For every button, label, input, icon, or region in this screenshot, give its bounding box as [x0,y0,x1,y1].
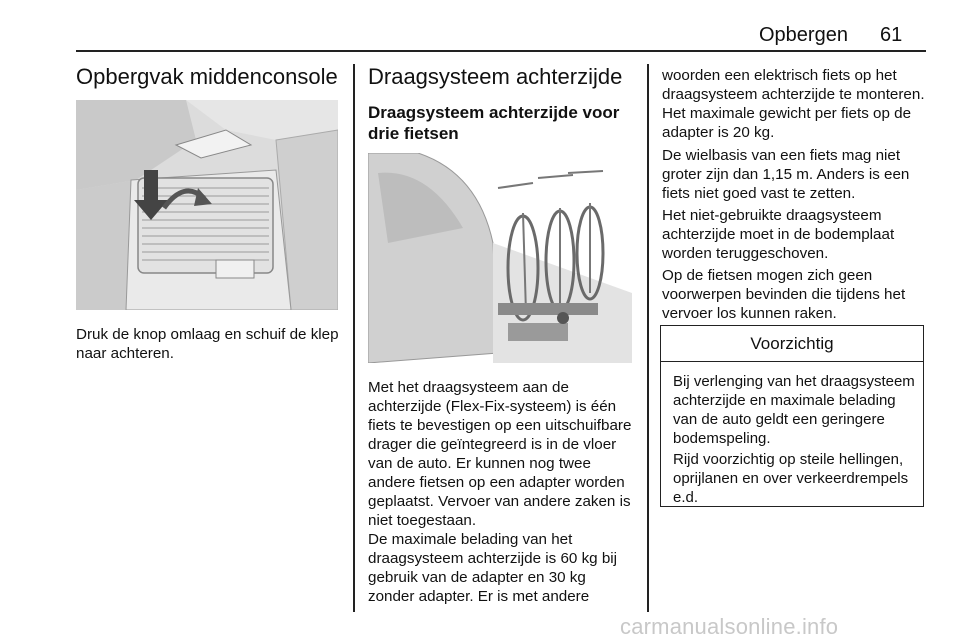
column-divider-right [647,64,649,612]
console-storage-figure [76,100,338,310]
section-heading-console: Opbergvak middenconsole [76,64,338,89]
right-paragraph-1: woorden een elektrisch fiets op het draagsysteem achterzijde te monteren. Het maximale gewicht per fiets op de adapter is 20 kg. [662,67,925,141]
header-divider [76,50,926,52]
bike-carrier-figure [368,153,632,363]
page-header-title: Opbergen [759,24,848,46]
column-divider-left [353,64,355,612]
caution-text-2: Rijd voorzichtig op steile hellingen, oprijlanen en over verkeerdrempels e.d. [673,451,909,506]
bike-carrier-illustration [368,153,632,363]
page-number: 61 [880,24,903,46]
watermark: carmanualsonline.info [620,614,839,639]
right-paragraph-2: De wielbasis van een fiets mag niet groter zijn dan 1,15 m. Anders is een fiets niet goed vast te zetten. [662,147,910,202]
console-illustration [76,100,338,310]
carrier-paragraph-2: De maximale belading van het draagsysteem achterzijde is 60 kg bij gebruik van de adapter en 30 kg zonder adapter. Er is met andere [368,531,618,605]
section-heading-carrier: Draagsysteem achterzijde [368,64,623,89]
caution-title: Voorzichtig [661,326,923,362]
console-caption: Druk de knop omlaag en schuif de klep naar achteren. [76,326,339,362]
caution-box [660,325,924,507]
carrier-paragraph-1: Met het draagsysteem aan de achterzijde (Flex-Fix-systeem) is één fiets te bevestigen op een uitschuifbare drager die geïntegreerd is in de vloer van de auto. Er kunnen nog twee andere fietsen op een adapter worden geplaatst. Vervoer van andere zaken is niet toegestaan. [368,379,632,529]
subheading-three-bikes: Draagsysteem achterzijde voor drie fietsen [368,103,620,143]
right-paragraph-4: Op de fietsen mogen zich geen voorwerpen bevinden die tijdens het vervoer los kunnen raken. [662,267,906,322]
caution-text-1: Bij verlenging van het draagsysteem achterzijde en maximale belading van de auto geldt een geringere bodemspeling. [673,373,915,447]
right-paragraph-3: Het niet-gebruikte draagsysteem achterzijde moet in de bodemplaat worden teruggeschoven. [662,207,895,262]
